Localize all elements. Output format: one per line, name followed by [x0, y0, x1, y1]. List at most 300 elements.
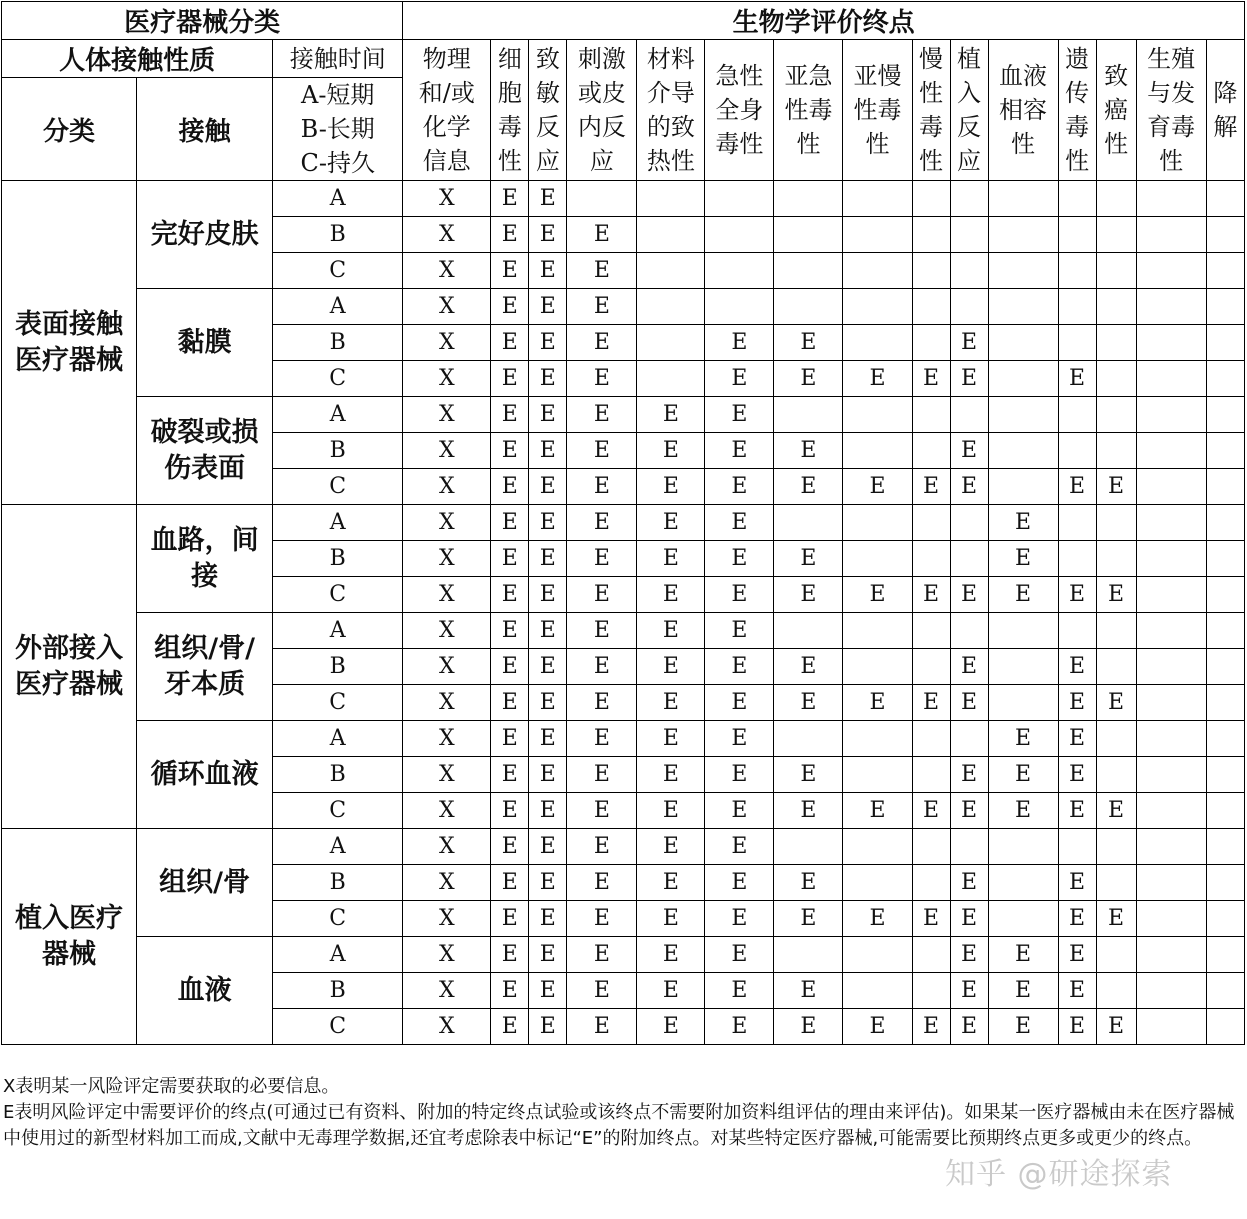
endpoint-cell — [1206, 325, 1244, 361]
endpoint-cell: X — [403, 721, 491, 757]
endpoint-cell: E — [705, 865, 774, 901]
endpoint-cell — [912, 721, 950, 757]
endpoint-cell: E — [567, 829, 637, 865]
endpoint-cell — [912, 433, 950, 469]
endpoint-cell: E — [637, 541, 705, 577]
endpoint-cell — [1136, 289, 1206, 325]
duration-cell: B — [273, 325, 403, 361]
endpoint-cell — [988, 217, 1058, 253]
endpoint-cell — [843, 613, 912, 649]
endpoint-cell: E — [491, 1009, 529, 1045]
endpoint-cell — [1058, 289, 1096, 325]
endpoint-cell: E — [567, 793, 637, 829]
endpoint-cell — [988, 613, 1058, 649]
endpoint-cell: E — [529, 469, 567, 505]
endpoint-header-line: 反 — [957, 113, 982, 141]
category-cell — [2, 505, 137, 829]
endpoint-cell: E — [774, 325, 843, 361]
endpoint-cell: E — [774, 433, 843, 469]
endpoint-cell: E — [912, 685, 950, 721]
endpoint-cell: E — [567, 577, 637, 613]
endpoint-cell: X — [403, 901, 491, 937]
endpoint-cell: E — [567, 937, 637, 973]
endpoint-header-10 — [988, 40, 1058, 181]
endpoint-cell: E — [567, 289, 637, 325]
endpoint-cell: E — [950, 469, 988, 505]
endpoint-cell: E — [491, 649, 529, 685]
endpoint-cell: E — [1096, 793, 1136, 829]
endpoint-header-line: 致 — [535, 45, 560, 73]
endpoint-cell: E — [529, 613, 567, 649]
endpoint-header-line: 性毒 — [853, 96, 902, 124]
endpoint-cell: E — [567, 397, 637, 433]
duration-cell: C — [273, 901, 403, 937]
duration-cell: B — [273, 973, 403, 1009]
endpoint-header-line: 应 — [589, 147, 614, 175]
endpoint-cell: E — [491, 469, 529, 505]
endpoint-cell: E — [1058, 973, 1096, 1009]
endpoint-cell: E — [950, 685, 988, 721]
endpoint-cell: X — [403, 577, 491, 613]
duration-cell: B — [273, 541, 403, 577]
endpoint-cell — [1096, 397, 1136, 433]
endpoint-header-line: 传 — [1065, 79, 1090, 107]
endpoint-cell — [912, 649, 950, 685]
endpoint-cell — [1206, 433, 1244, 469]
duration-legend-c: C-持久 — [300, 149, 375, 177]
endpoint-cell: E — [1058, 721, 1096, 757]
endpoint-header-13 — [1136, 40, 1206, 181]
endpoint-cell — [1136, 433, 1206, 469]
endpoint-header-line: 亚急 — [784, 62, 833, 90]
body-contact-nature-header: 人体接触性质 — [2, 40, 273, 78]
endpoint-cell — [705, 181, 774, 217]
endpoint-header-line: 降 — [1213, 79, 1238, 107]
endpoint-header-0 — [403, 40, 491, 181]
endpoint-cell: E — [1058, 685, 1096, 721]
endpoint-cell: E — [529, 541, 567, 577]
endpoint-cell — [912, 325, 950, 361]
endpoint-cell — [1096, 613, 1136, 649]
endpoint-cell — [950, 253, 988, 289]
endpoint-cell: E — [491, 577, 529, 613]
duration-legend-a: A-短期 — [300, 81, 375, 109]
endpoint-cell — [988, 181, 1058, 217]
endpoint-cell — [1206, 973, 1244, 1009]
endpoint-cell — [637, 325, 705, 361]
endpoint-header-line: 急性 — [715, 62, 764, 90]
endpoint-cell — [1096, 757, 1136, 793]
endpoint-cell: E — [1096, 1009, 1136, 1045]
endpoint-cell — [1206, 505, 1244, 541]
table-row — [2, 721, 1245, 757]
endpoint-cell: E — [950, 361, 988, 397]
endpoint-cell: X — [403, 217, 491, 253]
endpoint-cell: E — [843, 469, 912, 505]
endpoint-cell — [1096, 505, 1136, 541]
endpoint-cell: X — [403, 325, 491, 361]
endpoint-cell: X — [403, 433, 491, 469]
endpoint-header-line: 的致 — [646, 113, 695, 141]
duration-cell: A — [273, 181, 403, 217]
endpoint-cell — [774, 721, 843, 757]
duration-cell: C — [273, 577, 403, 613]
endpoint-cell: E — [705, 685, 774, 721]
endpoint-cell: E — [529, 433, 567, 469]
endpoint-cell — [988, 649, 1058, 685]
endpoint-cell — [1058, 217, 1096, 253]
endpoint-cell — [912, 937, 950, 973]
endpoint-cell: E — [1058, 577, 1096, 613]
endpoint-cell — [843, 397, 912, 433]
endpoint-cell: E — [491, 289, 529, 325]
endpoint-cell: E — [705, 901, 774, 937]
endpoint-cell: X — [403, 829, 491, 865]
contact-line: 破裂或损 — [150, 416, 259, 448]
endpoint-cell: E — [1058, 901, 1096, 937]
contact-line: 血液 — [177, 974, 232, 1006]
endpoint-cell: X — [403, 469, 491, 505]
endpoint-cell: E — [637, 649, 705, 685]
endpoint-cell — [1136, 757, 1206, 793]
endpoint-cell: E — [637, 865, 705, 901]
endpoint-cell: E — [774, 757, 843, 793]
contact-cell — [137, 181, 273, 289]
endpoint-header-line: 性 — [919, 79, 943, 107]
endpoint-cell — [1096, 289, 1136, 325]
endpoint-cell — [988, 433, 1058, 469]
endpoint-cell — [1136, 793, 1206, 829]
endpoint-cell: E — [529, 397, 567, 433]
endpoint-cell: E — [912, 469, 950, 505]
category-header: 分类 — [2, 78, 137, 181]
endpoint-header-line: 敏 — [535, 79, 560, 107]
endpoint-cell: E — [705, 649, 774, 685]
duration-legend-b: B-长期 — [300, 115, 375, 143]
duration-cell: C — [273, 793, 403, 829]
endpoint-cell — [1206, 793, 1244, 829]
endpoint-cell: E — [1058, 937, 1096, 973]
endpoint-cell — [1206, 757, 1244, 793]
endpoint-cell: E — [705, 613, 774, 649]
endpoint-cell — [912, 217, 950, 253]
endpoint-cell: E — [705, 793, 774, 829]
endpoint-header-7 — [843, 40, 912, 181]
endpoint-cell — [912, 289, 950, 325]
endpoint-cell — [1206, 253, 1244, 289]
endpoint-header-line: 与发 — [1147, 79, 1196, 107]
endpoint-cell — [912, 829, 950, 865]
endpoint-header-line: 内反 — [577, 113, 626, 141]
endpoint-cell: E — [705, 721, 774, 757]
endpoint-cell: E — [567, 613, 637, 649]
endpoint-cell — [1096, 829, 1136, 865]
endpoint-header-line: 性 — [1011, 130, 1036, 158]
endpoint-header-line: 性 — [1159, 147, 1184, 175]
endpoint-cell: E — [950, 757, 988, 793]
endpoint-header-line: 毒 — [1065, 113, 1090, 141]
endpoint-cell: E — [637, 685, 705, 721]
endpoint-header-line: 毒性 — [715, 130, 764, 158]
endpoint-header-line: 植 — [957, 45, 982, 73]
endpoint-cell: X — [403, 397, 491, 433]
endpoint-cell: E — [529, 793, 567, 829]
endpoint-cell: E — [705, 829, 774, 865]
endpoint-cell: E — [1096, 685, 1136, 721]
endpoint-cell — [1136, 577, 1206, 613]
endpoint-cell: E — [567, 1009, 637, 1045]
endpoint-cell: E — [705, 577, 774, 613]
endpoint-header-line: 性 — [865, 130, 890, 158]
endpoint-cell — [1206, 289, 1244, 325]
endpoint-header-line: 慢 — [919, 45, 943, 73]
endpoint-cell — [1206, 469, 1244, 505]
endpoint-cell: E — [1096, 577, 1136, 613]
endpoint-cell: E — [491, 865, 529, 901]
endpoint-header-line: 入 — [957, 79, 982, 107]
endpoint-cell — [1206, 1009, 1244, 1045]
endpoint-cell: E — [491, 793, 529, 829]
endpoint-cell: E — [705, 541, 774, 577]
contact-duration-header: 接触时间 — [273, 40, 403, 78]
duration-cell: A — [273, 397, 403, 433]
endpoint-cell: E — [491, 937, 529, 973]
endpoint-cell: E — [912, 901, 950, 937]
category-cell — [2, 181, 137, 505]
endpoint-cell — [637, 361, 705, 397]
endpoint-cell — [1058, 253, 1096, 289]
endpoint-cell: E — [843, 361, 912, 397]
endpoint-cell: E — [950, 901, 988, 937]
endpoint-cell: E — [567, 217, 637, 253]
endpoint-cell: E — [567, 541, 637, 577]
endpoint-cell — [1058, 181, 1096, 217]
biological-evaluation-table — [1, 1, 1245, 1045]
endpoint-cell — [843, 253, 912, 289]
contact-line: 血路，间 — [150, 524, 259, 556]
endpoint-cell — [843, 973, 912, 1009]
endpoint-cell: E — [491, 757, 529, 793]
endpoint-cell — [1136, 541, 1206, 577]
contact-header: 接触 — [137, 78, 273, 181]
endpoint-cell — [950, 721, 988, 757]
watermark: 知乎 @研途探索 — [945, 1157, 1173, 1192]
endpoint-header-line: 化学 — [422, 113, 471, 141]
duration-cell: C — [273, 1009, 403, 1045]
endpoint-cell: E — [637, 721, 705, 757]
endpoint-cell — [912, 253, 950, 289]
endpoint-cell — [1096, 217, 1136, 253]
endpoint-header-line: 相容 — [999, 96, 1048, 124]
endpoint-cell — [1206, 397, 1244, 433]
duration-cell: A — [273, 505, 403, 541]
contact-cell — [137, 829, 273, 937]
endpoint-cell: E — [637, 397, 705, 433]
endpoint-cell: E — [912, 793, 950, 829]
endpoint-cell — [705, 289, 774, 325]
endpoint-cell: E — [529, 901, 567, 937]
endpoint-cell — [1136, 253, 1206, 289]
endpoint-cell — [1206, 901, 1244, 937]
endpoint-cell: E — [491, 433, 529, 469]
endpoint-cell — [912, 181, 950, 217]
endpoint-cell — [988, 253, 1058, 289]
endpoint-cell — [988, 901, 1058, 937]
table-row — [2, 397, 1245, 433]
endpoint-cell: E — [637, 577, 705, 613]
endpoint-cell — [988, 829, 1058, 865]
endpoint-cell — [843, 289, 912, 325]
endpoint-cell — [843, 505, 912, 541]
endpoint-cell — [950, 181, 988, 217]
endpoint-cell: E — [529, 685, 567, 721]
endpoint-cell: E — [705, 1009, 774, 1045]
endpoint-cell — [637, 181, 705, 217]
endpoint-cell — [1096, 937, 1136, 973]
endpoint-header-line: 性 — [919, 147, 943, 175]
endpoint-cell — [988, 865, 1058, 901]
endpoint-cell — [912, 613, 950, 649]
endpoints-header: 生物学评价终点 — [403, 2, 1245, 40]
endpoint-cell: E — [491, 397, 529, 433]
endpoint-cell — [843, 217, 912, 253]
endpoint-cell: X — [403, 973, 491, 1009]
endpoint-cell — [988, 325, 1058, 361]
endpoint-cell: X — [403, 253, 491, 289]
endpoint-cell — [567, 181, 637, 217]
endpoint-cell: E — [637, 613, 705, 649]
endpoint-cell — [950, 505, 988, 541]
endpoint-cell: E — [774, 361, 843, 397]
endpoint-cell — [988, 361, 1058, 397]
contact-cell — [137, 937, 273, 1045]
endpoint-cell — [1096, 721, 1136, 757]
endpoint-cell — [1096, 361, 1136, 397]
endpoint-cell: E — [567, 505, 637, 541]
endpoint-cell: X — [403, 289, 491, 325]
endpoint-cell — [1058, 829, 1096, 865]
endpoint-header-8 — [912, 40, 950, 181]
endpoint-cell: E — [950, 1009, 988, 1045]
duration-cell: A — [273, 937, 403, 973]
endpoint-header-line: 热性 — [646, 147, 695, 175]
endpoint-header-line: 或皮 — [577, 79, 626, 107]
duration-cell: C — [273, 361, 403, 397]
endpoint-cell: E — [1096, 469, 1136, 505]
endpoint-cell — [843, 865, 912, 901]
endpoint-cell — [1136, 1009, 1206, 1045]
endpoint-cell: E — [529, 217, 567, 253]
endpoint-cell — [1136, 721, 1206, 757]
endpoint-header-line: 信息 — [422, 147, 471, 175]
endpoint-header-line: 亚慢 — [853, 62, 902, 90]
contact-line: 循环血液 — [150, 758, 259, 790]
duration-cell: B — [273, 649, 403, 685]
duration-cell: C — [273, 685, 403, 721]
endpoint-cell — [843, 937, 912, 973]
endpoint-cell — [988, 289, 1058, 325]
endpoint-cell: E — [843, 901, 912, 937]
endpoint-cell — [1136, 181, 1206, 217]
endpoint-cell: E — [843, 685, 912, 721]
endpoint-cell: E — [637, 757, 705, 793]
endpoint-cell — [637, 217, 705, 253]
contact-line: 接 — [191, 560, 219, 592]
endpoint-cell: E — [774, 649, 843, 685]
endpoint-cell — [1058, 541, 1096, 577]
endpoint-header-line: 应 — [957, 147, 982, 175]
endpoint-cell: E — [912, 1009, 950, 1045]
contact-cell — [137, 505, 273, 613]
endpoint-header-line: 介导 — [646, 79, 695, 107]
endpoint-cell: E — [491, 361, 529, 397]
endpoint-cell: E — [491, 685, 529, 721]
endpoint-cell: E — [529, 757, 567, 793]
endpoint-cell — [774, 505, 843, 541]
endpoint-cell: E — [988, 937, 1058, 973]
endpoint-cell: E — [567, 721, 637, 757]
endpoint-header-14 — [1206, 40, 1244, 181]
endpoint-cell: E — [529, 649, 567, 685]
endpoint-cell — [1206, 685, 1244, 721]
endpoint-cell: E — [567, 685, 637, 721]
endpoint-cell — [1096, 541, 1136, 577]
endpoint-cell: E — [637, 433, 705, 469]
duration-cell: C — [273, 469, 403, 505]
endpoint-cell: E — [529, 937, 567, 973]
endpoint-header-line: 刺激 — [577, 45, 626, 73]
endpoint-cell: E — [774, 973, 843, 1009]
endpoint-cell — [950, 613, 988, 649]
endpoint-cell: X — [403, 649, 491, 685]
endpoint-cell — [950, 829, 988, 865]
contact-line: 组织/骨 — [159, 866, 251, 898]
endpoint-cell — [950, 217, 988, 253]
endpoint-cell: X — [403, 937, 491, 973]
endpoint-cell: E — [529, 361, 567, 397]
endpoint-cell — [1136, 973, 1206, 1009]
endpoint-cell: E — [950, 865, 988, 901]
endpoint-cell — [1206, 181, 1244, 217]
duration-cell: B — [273, 217, 403, 253]
endpoint-cell — [1096, 649, 1136, 685]
endpoint-cell — [1136, 613, 1206, 649]
endpoint-cell: E — [950, 793, 988, 829]
endpoint-cell — [1096, 325, 1136, 361]
endpoint-cell — [843, 541, 912, 577]
endpoint-cell: E — [637, 901, 705, 937]
endpoint-header-line: 癌 — [1104, 96, 1129, 124]
endpoint-cell — [774, 217, 843, 253]
endpoint-cell — [1136, 649, 1206, 685]
duration-cell: B — [273, 865, 403, 901]
endpoint-header-11 — [1058, 40, 1096, 181]
endpoint-cell: X — [403, 793, 491, 829]
endpoint-header-line: 反 — [535, 113, 560, 141]
endpoint-header-3 — [567, 40, 637, 181]
endpoint-header-line: 性 — [497, 147, 522, 175]
endpoint-cell: E — [1058, 649, 1096, 685]
endpoint-header-line: 遗 — [1065, 45, 1090, 73]
endpoint-cell — [1136, 469, 1206, 505]
endpoint-cell: E — [950, 937, 988, 973]
endpoint-cell: X — [403, 865, 491, 901]
category-line: 医疗器械 — [15, 344, 124, 376]
endpoint-cell — [705, 253, 774, 289]
endpoint-cell: E — [774, 1009, 843, 1045]
endpoint-cell — [774, 397, 843, 433]
endpoint-cell: E — [491, 505, 529, 541]
